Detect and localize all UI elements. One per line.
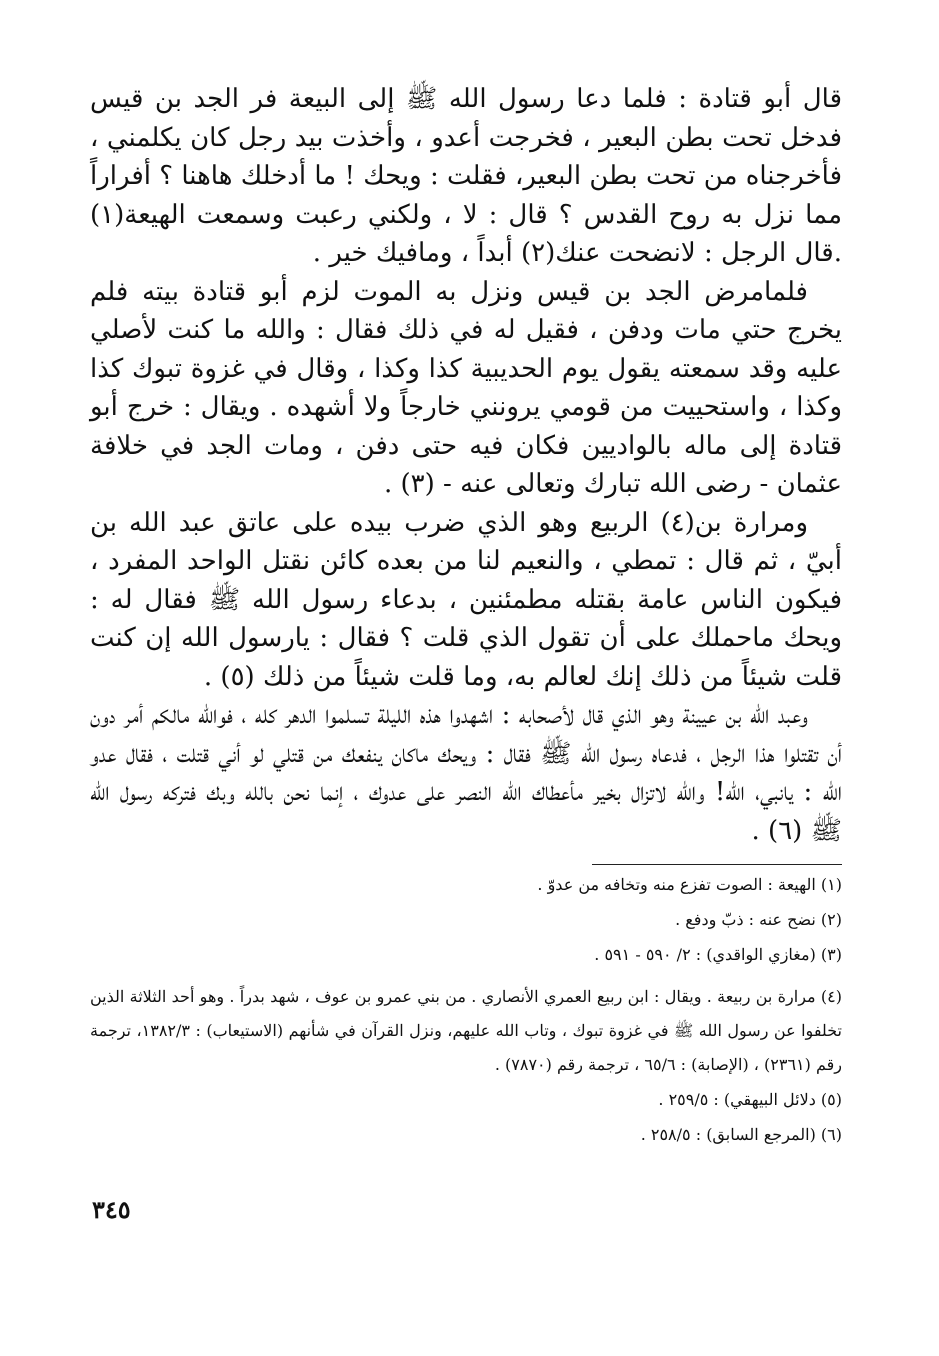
page-number: ٣٤٥ (92, 1195, 131, 1224)
paragraph-1: قال أبو قتادة : فلما دعا رسول الله ﷺ إلى البيعة فر الجد بن قيس فدخل تحت بطن البعير ، فخرجت أعدو ، وأخذت بيد رجل كان يكلمني ، فأخرجناه من تحت بطن البعير، فقلت : ويحك ! ما أدخلك هاهنا ؟ أفراراً مما نزل به روح القدس ؟ قال : لا ، ولكني رعبت وسمعت الهيعة(١) .قال الرجل : لانضحت عنك(٢) أبداً ، ومافيك خير . (90, 84, 842, 268)
paragraph-3: ومرارة بن(٤) الربيع وهو الذي ضرب بيده على عاتق عبد الله بن أبيّ ، ثم قال : تمطي ، والنعيم لنا من بعده كائن نقتل الواحد المفرد ، فيكون الناس عامة بقتله مطمئنين ، بدعاء رسول الله ﷺ فقال له : ويحك ماحملك على أن تقول الذي قلت ؟ فقال : يارسول الله إن كنت قلت شيئاً من ذلك إنك لعالم به، وما قلت شيئاً من ذلك (٥) . (90, 507, 842, 692)
footnote-1: (١) الهيعة : الصوت تفزع منه وتخافه من عدوّ . (537, 875, 842, 894)
footnote-4: (٤) مرارة بن ربيعة . ويقال : ابن ربيع العمري الأنصاري . من بني عمرو بن عوف ، شهد بدراً . وهو أحد الثلاثة الذين تخلفوا عن رسول الله ﷺ في غزوة تبوك ، وتاب الله عليهم، ونزل القرآن في شأنهم (الاستيعاب) : ١٣٨٢/٣، ترجمة رقم (٢٣٦١) ، (الإصابة) : ٦٥/٦ ، ترجمة رقم (٧٨٧٠) . (90, 987, 842, 1074)
footnote-5: (٥) دلائل البيهقي) : ٢٥٩/٥ . (658, 1090, 842, 1109)
paragraph-2: فلمامرض الجد بن قيس ونزل به الموت لزم أبو قتادة بيته فلم يخرج حتي مات ودفن ، فقيل له في ذلك فقال : والله ما كنت لأصلي عليه وقد سمعته يقول يوم الحديبية كذا وكذا ، وقال في غزوة تبوك كذا وكذا ، واستحييت من قومي يرونني خارجاً ولا أشهده . ويقال : خرج أبو قتادة إلى ماله بالواديين فكان فيه حتى دفن ، ومات الجد في خلافة عثمان - رضى الله تبارك وتعالى عنه - (٣) . (90, 276, 842, 499)
book-page (90, 80, 842, 1280)
paragraph-4: وعبد الله بن عيينة وهو الذي قال لأصحابه : اشهدوا هذه الليلة تسلموا الدهر كله ، فوالله مالكم أمر دون أن تقتلوا هذا الرجل ، فدعاه رسول الله ﷺ فقال : ويحك ماكان ينفعك من قتلي لو أني قتلت ، فقال عدو الله : يانبي، الله! والله لاتزال بخير مأعطاك الله النصر على عدوك ، إنما نحن بالله وبك فتركه رسول الله ﷺ (٦) . (90, 700, 842, 846)
footnote-6: (٦) (المرجع السابق) : ٢٥٨/٥ . (640, 1125, 842, 1144)
footnote-3: (٣) (مغازي الواقدي) : ٢/ ٥٩٠ - ٥٩١ . (594, 945, 842, 964)
footnotes (90, 875, 842, 1144)
footnote-divider (592, 864, 842, 865)
footnote-2: (٢) نضح عنه : ذبّ ودفع . (675, 910, 842, 929)
